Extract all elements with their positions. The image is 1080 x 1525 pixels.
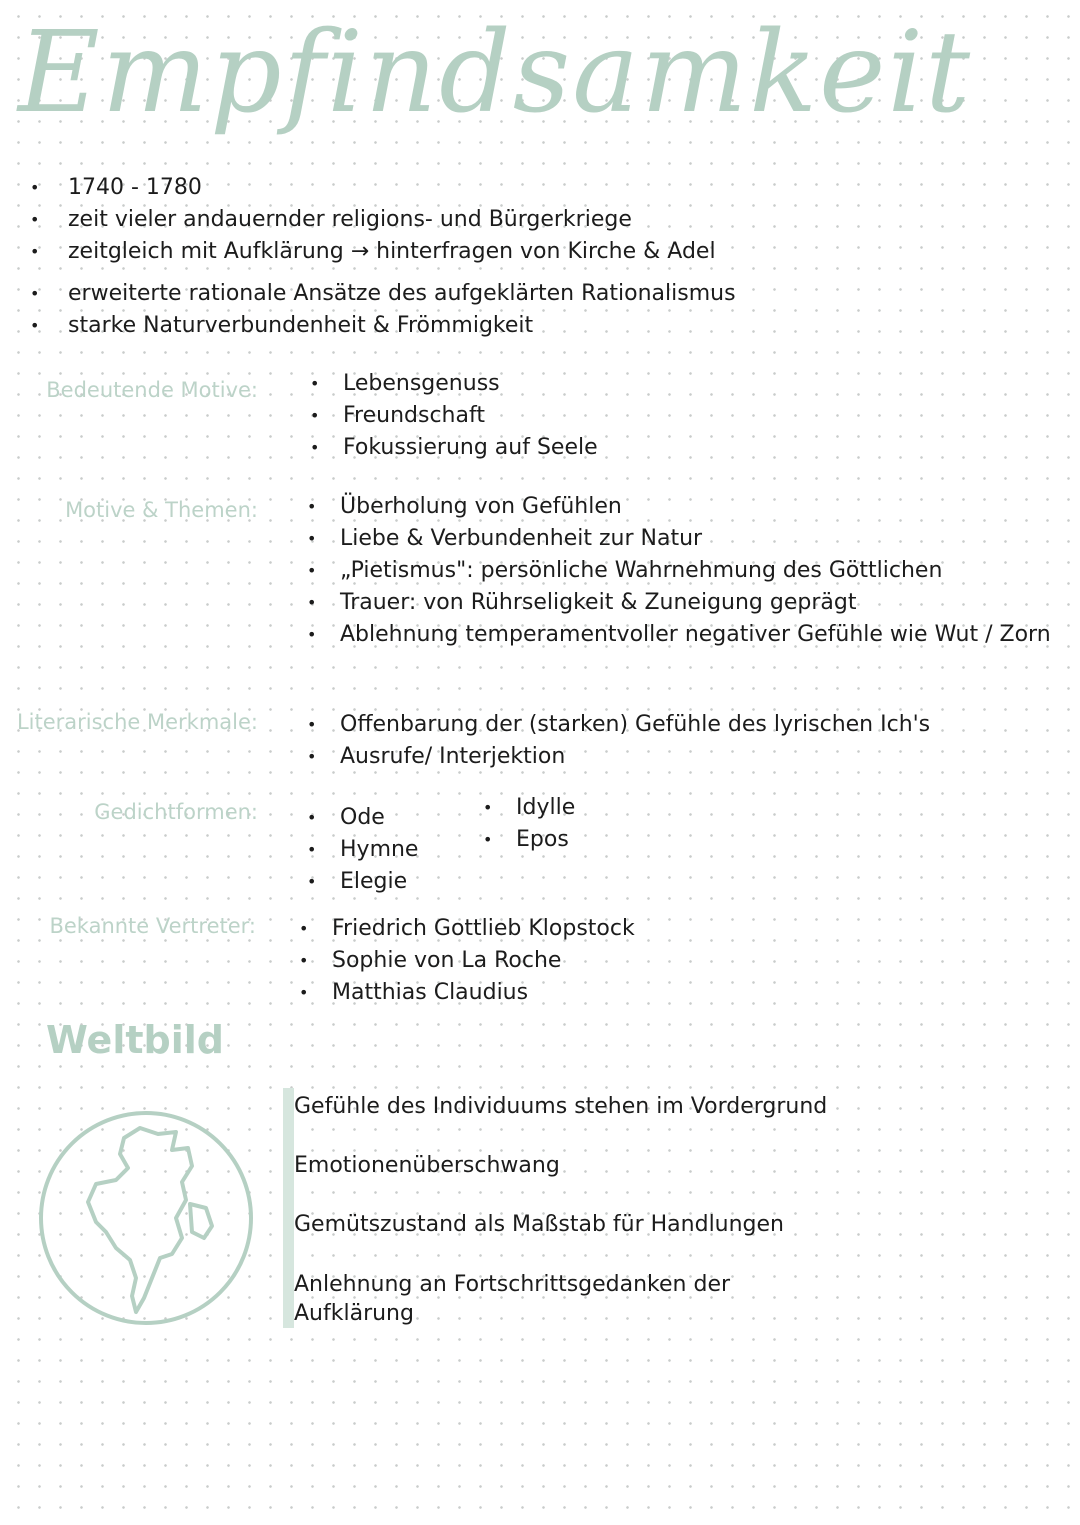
list-item: • 1740 - 1780 bbox=[68, 172, 736, 204]
list-item: • Fokussierung auf Seele bbox=[343, 432, 598, 464]
list-item: • Matthias Claudius bbox=[332, 977, 635, 1009]
list-item: • Sophie von La Roche bbox=[332, 945, 635, 977]
section-label-motive-themen: Motive & Themen: bbox=[65, 498, 258, 522]
motive-themen-list bbox=[340, 491, 1051, 651]
list-item: • erweiterte rationale Ansätze des aufgeklärten Rationalismus bbox=[68, 278, 736, 310]
section-label-bedeutende-motive: Bedeutende Motive: bbox=[46, 378, 258, 402]
page-title: Empfindsamkeit bbox=[18, 8, 973, 138]
weltbild-list bbox=[283, 1088, 854, 1328]
gedichtformen-list-1 bbox=[340, 802, 418, 898]
list-item: • Ode bbox=[340, 802, 418, 834]
section-label-gedichtformen: Gedichtformen: bbox=[94, 800, 258, 824]
list-item: • Elegie bbox=[340, 866, 418, 898]
list-item: • Idylle bbox=[516, 792, 575, 824]
list-item: • zeit vieler andauernder religions- und Bürgerkriege bbox=[68, 204, 736, 236]
weltbild-item: Aufklärung bbox=[294, 1301, 414, 1326]
intro-list bbox=[68, 172, 736, 342]
list-item: • starke Naturverbundenheit & Frömmigkeit bbox=[68, 310, 736, 342]
list-item: • Friedrich Gottlieb Klopstock bbox=[332, 913, 635, 945]
list-item: • zeitgleich mit Aufklärung → hinterfragen von Kirche & Adel bbox=[68, 236, 736, 268]
list-item: • Offenbarung der (starken) Gefühle des lyrischen Ich's bbox=[340, 709, 930, 741]
globe-icon bbox=[36, 1108, 256, 1328]
bedeutende-motive-list bbox=[343, 368, 598, 464]
weltbild-item: Gemütszustand als Maßstab für Handlungen bbox=[294, 1212, 785, 1237]
section-label-bekannte-vertreter: Bekannte Vertreter: bbox=[49, 914, 256, 938]
list-item: • Epos bbox=[516, 824, 575, 856]
list-item: • Hymne bbox=[340, 834, 418, 866]
list-item: • Liebe & Verbundenheit zur Natur bbox=[340, 523, 1051, 555]
weltbild-item: Anlehnung an Fortschrittsgedanken der bbox=[294, 1272, 731, 1297]
gedichtformen-list-2 bbox=[516, 792, 575, 856]
weltbild-heading: Weltbild bbox=[46, 1018, 224, 1062]
list-item: • „Pietismus": persönliche Wahrnehmung des Göttlichen bbox=[340, 555, 1051, 587]
vertreter-list bbox=[332, 913, 635, 1009]
weltbild-item: Emotionenüberschwang bbox=[294, 1153, 560, 1178]
list-item: • Lebensgenuss bbox=[343, 368, 598, 400]
weltbild-item: Gefühle des Individuums stehen im Vordergrund bbox=[294, 1094, 828, 1119]
list-item: • Trauer: von Rührseligkeit & Zuneigung geprägt bbox=[340, 587, 1051, 619]
list-item: • Ablehnung temperamentvoller negativer Gefühle wie Wut / Zorn bbox=[340, 619, 1051, 651]
list-item: • Überholung von Gefühlen bbox=[340, 491, 1051, 523]
section-label-literarische-merkmale: Literarische Merkmale: bbox=[16, 710, 258, 734]
literarische-merkmale-list bbox=[340, 709, 930, 773]
list-item: • Ausrufe/ Interjektion bbox=[340, 741, 930, 773]
list-item: • Freundschaft bbox=[343, 400, 598, 432]
